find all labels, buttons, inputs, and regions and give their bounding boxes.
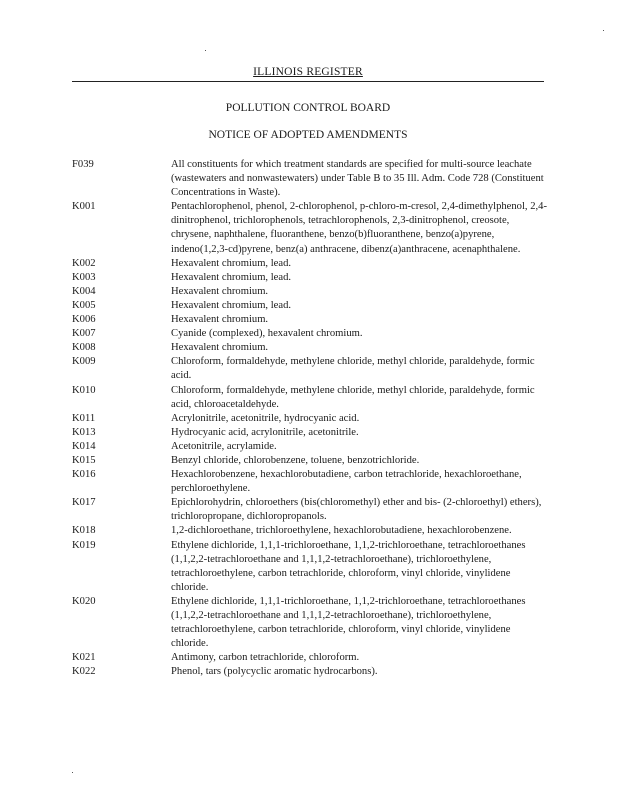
- scan-speck: [603, 30, 604, 31]
- list-item: [72, 665, 548, 679]
- list-item: [72, 299, 548, 313]
- waste-code: K002: [72, 257, 96, 269]
- waste-code: K008: [72, 342, 96, 354]
- waste-code: K020: [72, 595, 96, 607]
- waste-code: F039: [72, 159, 94, 170]
- constituents-text: Hexavalent chromium.: [171, 285, 269, 297]
- waste-code: K009: [72, 356, 96, 368]
- list-item: [72, 440, 548, 454]
- constituents-text: Hydrocyanic acid, acrylonitrile, acetonitrile.: [171, 426, 359, 438]
- list-item: [72, 412, 548, 426]
- waste-code: K004: [72, 285, 96, 297]
- constituents-text: Pentachlorophenol, phenol, 2-chlorophenol, p-chloro-m-cresol, 2,4-dimethylphenol, 2,4- dinitrophenol, trichlorophenols, tetrachlorophenols, 2,3-dinitrophenol, creosote, chrysene, naphthalene, fluoranthene, benzo(b)fluoranthene, benzo(a)pyrene, indeno(1,2,3-cd)pyrene, benz(a) anthracene, dibenz(a)anthracene, acenaphthalene.: [171, 201, 547, 255]
- header-rule: [72, 81, 544, 82]
- constituents-text: Chloroform, formaldehyde, methylene chloride, methyl chloride, paraldehyde, formic acid.: [171, 356, 535, 382]
- list-item: [72, 524, 548, 538]
- list-item: [72, 327, 548, 341]
- constituents-text: All constituents for which treatment standards are specified for multi-source leachate (wastewaters and nonwastewaters) under Table B to 35 Ill. Adm. Code 728 (Constituent Concentrations in Waste).: [171, 159, 544, 199]
- waste-code: K014: [72, 440, 96, 452]
- waste-code: K013: [72, 426, 96, 438]
- waste-code: K011: [72, 412, 96, 424]
- list-item: [72, 496, 548, 524]
- constituents-text: Hexavalent chromium, lead.: [171, 299, 292, 311]
- list-item: [72, 158, 548, 200]
- waste-code: K006: [72, 314, 96, 326]
- register-title: ILLINOIS REGISTER: [253, 66, 363, 78]
- list-item: [72, 341, 548, 355]
- list-item: [72, 539, 548, 595]
- waste-code: K018: [72, 525, 96, 537]
- waste-code: K001: [72, 201, 96, 213]
- list-item: [72, 285, 548, 299]
- list-item: [72, 200, 548, 256]
- list-item: [72, 313, 548, 327]
- notice-title: NOTICE OF ADOPTED AMENDMENTS: [208, 129, 408, 141]
- list-item: [72, 271, 548, 285]
- constituents-text: Ethylene dichloride, 1,1,1-trichloroethane, 1,1,2-trichloroethane, tetrachloroethanes (1,1,2,2-tetrachloroethane and 1,1,1,2-tetrachloroethane), trichloroethylene, tetrachloroethylene, carbon tetrachloride, chloroform, vinyl chloride, vinylidene chloride.: [171, 539, 526, 593]
- constituents-text: Acetonitrile, acrylamide.: [171, 440, 277, 452]
- scan-speck: [72, 772, 73, 773]
- list-item: [72, 651, 548, 665]
- constituents-text: Antimony, carbon tetrachloride, chloroform.: [171, 652, 360, 664]
- constituents-text: Epichlorohydrin, chloroethers (bis(chloromethyl) ether and bis- (2-chloroethyl) ethers), trichloropropane, dichloropropanols.: [171, 497, 542, 523]
- waste-code: K010: [72, 384, 96, 396]
- constituents-text: 1,2-dichloroethane, trichloroethylene, hexachlorobutadiene, hexachlorobenzene.: [171, 525, 512, 537]
- list-item: [72, 355, 548, 383]
- constituents-text: Benzyl chloride, chlorobenzene, toluene, benzotrichloride.: [171, 454, 420, 466]
- waste-code: K021: [72, 652, 96, 664]
- constituents-text: Acrylonitrile, acetonitrile, hydrocyanic acid.: [171, 412, 360, 424]
- constituents-text: Hexachlorobenzene, hexachlorobutadiene, carbon tetrachloride, hexachloroethane, perchloroethylene.: [171, 469, 522, 495]
- constituents-text: Hexavalent chromium, lead.: [171, 257, 292, 269]
- constituents-text: Phenol, tars (polycyclic aromatic hydrocarbons).: [171, 666, 378, 678]
- constituents-text: Hexavalent chromium, lead.: [171, 271, 292, 283]
- constituents-text: Ethylene dichloride, 1,1,1-trichloroethane, 1,1,2-trichloroethane, tetrachloroethanes (1,1,2,2-tetrachloroethane and 1,1,1,2-tetrachloroethane), trichloroethylene, tetrachloroethylene, carbon tetrachloride, chloroform, vinyl chloride, vinylidene chloride.: [171, 595, 526, 650]
- waste-code: K022: [72, 666, 96, 678]
- waste-code: K003: [72, 271, 96, 283]
- waste-code: K005: [72, 299, 96, 311]
- list-item: [72, 468, 548, 496]
- list-item: [72, 454, 548, 468]
- scan-speck: [205, 50, 206, 51]
- waste-code: K017: [72, 497, 96, 509]
- constituents-text: Hexavalent chromium.: [171, 342, 269, 354]
- list-item: [72, 257, 548, 271]
- waste-code: K007: [72, 328, 96, 340]
- waste-code-list: [72, 158, 548, 679]
- constituents-text: Chloroform, formaldehyde, methylene chloride, methyl chloride, paraldehyde, formic acid, chloroacetaldehyde.: [171, 384, 535, 410]
- waste-code: K019: [72, 539, 96, 551]
- constituents-text: Cyanide (complexed), hexavalent chromium.: [171, 328, 363, 340]
- list-item: [72, 384, 548, 412]
- waste-code: K015: [72, 454, 96, 466]
- constituents-text: Hexavalent chromium.: [171, 314, 269, 326]
- board-name: POLLUTION CONTROL BOARD: [225, 102, 391, 114]
- list-item: [72, 595, 548, 651]
- waste-code: K016: [72, 469, 96, 481]
- list-item: [72, 426, 548, 440]
